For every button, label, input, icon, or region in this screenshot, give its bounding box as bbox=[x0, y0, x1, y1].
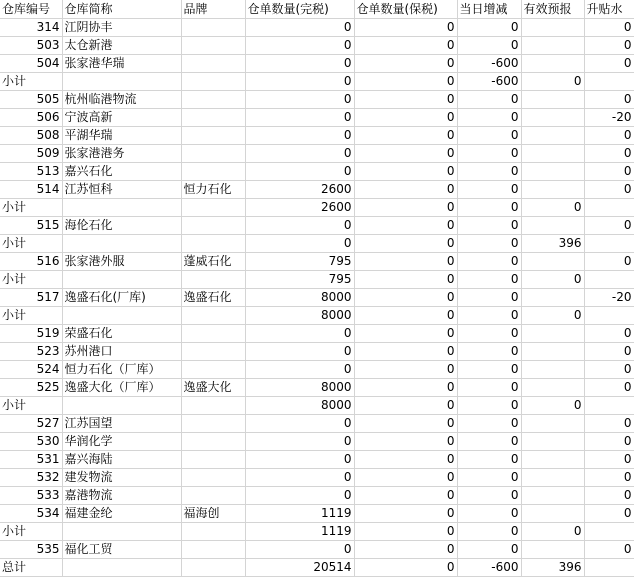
cell-brand bbox=[181, 37, 245, 55]
cell-premium: -20 bbox=[584, 109, 634, 127]
cell-qty-paid: 0 bbox=[245, 91, 354, 109]
cell-brand bbox=[181, 217, 245, 235]
cell-warehouse-name: 海伦石化 bbox=[62, 217, 181, 235]
table-row bbox=[0, 307, 634, 325]
cell-qty-bonded: 0 bbox=[354, 415, 457, 433]
cell-brand bbox=[181, 541, 245, 559]
cell-qty-bonded: 0 bbox=[354, 145, 457, 163]
cell-qty-paid: 0 bbox=[245, 127, 354, 145]
table-row bbox=[0, 523, 634, 541]
table-row bbox=[0, 505, 634, 523]
cell-qty-bonded: 0 bbox=[354, 199, 457, 217]
cell-warehouse-id: 514 bbox=[0, 181, 62, 199]
cell-warehouse-name: 逸盛石化(厂库) bbox=[62, 289, 181, 307]
cell-daily-change: 0 bbox=[457, 433, 521, 451]
table-row bbox=[0, 469, 634, 487]
table-row bbox=[0, 163, 634, 181]
cell-warehouse-id: 小计 bbox=[0, 271, 62, 289]
cell-warehouse-id: 504 bbox=[0, 55, 62, 73]
cell-premium: 0 bbox=[584, 451, 634, 469]
cell-premium: 0 bbox=[584, 91, 634, 109]
table-row bbox=[0, 91, 634, 109]
cell-premium: 0 bbox=[584, 37, 634, 55]
cell-warehouse-name bbox=[62, 271, 181, 289]
cell-qty-paid: 0 bbox=[245, 343, 354, 361]
cell-brand: 蓬威石化 bbox=[181, 253, 245, 271]
table-row bbox=[0, 451, 634, 469]
cell-qty-paid: 0 bbox=[245, 217, 354, 235]
cell-warehouse-id: 517 bbox=[0, 289, 62, 307]
cell-warehouse-name: 杭州临港物流 bbox=[62, 91, 181, 109]
cell-premium: 0 bbox=[584, 181, 634, 199]
cell-valid-forecast bbox=[521, 55, 584, 73]
cell-valid-forecast bbox=[521, 163, 584, 181]
cell-valid-forecast bbox=[521, 127, 584, 145]
table-row bbox=[0, 343, 634, 361]
table-row bbox=[0, 433, 634, 451]
cell-brand bbox=[181, 433, 245, 451]
cell-warehouse-name: 建发物流 bbox=[62, 469, 181, 487]
cell-valid-forecast bbox=[521, 469, 584, 487]
cell-brand bbox=[181, 91, 245, 109]
cell-warehouse-id: 小计 bbox=[0, 307, 62, 325]
cell-qty-paid: 2600 bbox=[245, 181, 354, 199]
cell-brand bbox=[181, 55, 245, 73]
header-qty-paid: 仓单数量(完税) bbox=[245, 0, 354, 19]
cell-daily-change: 0 bbox=[457, 361, 521, 379]
cell-valid-forecast bbox=[521, 289, 584, 307]
cell-brand bbox=[181, 73, 245, 91]
cell-valid-forecast bbox=[521, 91, 584, 109]
cell-warehouse-name: 恒力石化（厂库） bbox=[62, 361, 181, 379]
table-row bbox=[0, 559, 634, 577]
cell-daily-change: 0 bbox=[457, 469, 521, 487]
header-brand: 品牌 bbox=[181, 0, 245, 19]
cell-warehouse-name: 宁波高新 bbox=[62, 109, 181, 127]
cell-premium bbox=[584, 235, 634, 253]
table-row bbox=[0, 127, 634, 145]
cell-qty-bonded: 0 bbox=[354, 307, 457, 325]
cell-brand bbox=[181, 361, 245, 379]
cell-warehouse-id: 小计 bbox=[0, 73, 62, 91]
cell-premium: 0 bbox=[584, 325, 634, 343]
cell-daily-change: 0 bbox=[457, 325, 521, 343]
cell-valid-forecast: 396 bbox=[521, 235, 584, 253]
cell-qty-bonded: 0 bbox=[354, 325, 457, 343]
cell-valid-forecast: 396 bbox=[521, 559, 584, 577]
cell-valid-forecast: 0 bbox=[521, 397, 584, 415]
cell-valid-forecast bbox=[521, 217, 584, 235]
cell-premium: 0 bbox=[584, 127, 634, 145]
cell-brand: 福海创 bbox=[181, 505, 245, 523]
cell-qty-paid: 0 bbox=[245, 37, 354, 55]
cell-brand bbox=[181, 469, 245, 487]
cell-qty-paid: 0 bbox=[245, 109, 354, 127]
table-row bbox=[0, 415, 634, 433]
cell-brand bbox=[181, 271, 245, 289]
cell-daily-change: 0 bbox=[457, 379, 521, 397]
cell-premium: 0 bbox=[584, 433, 634, 451]
cell-qty-bonded: 0 bbox=[354, 55, 457, 73]
cell-qty-bonded: 0 bbox=[354, 253, 457, 271]
cell-warehouse-name: 苏州港口 bbox=[62, 343, 181, 361]
cell-premium: 0 bbox=[584, 253, 634, 271]
cell-warehouse-name: 张家港港务 bbox=[62, 145, 181, 163]
cell-warehouse-name: 华润化学 bbox=[62, 433, 181, 451]
cell-qty-paid: 8000 bbox=[245, 397, 354, 415]
cell-qty-paid: 0 bbox=[245, 451, 354, 469]
cell-qty-paid: 2600 bbox=[245, 199, 354, 217]
cell-daily-change: 0 bbox=[457, 127, 521, 145]
cell-warehouse-name: 江苏恒科 bbox=[62, 181, 181, 199]
cell-qty-paid: 0 bbox=[245, 433, 354, 451]
cell-warehouse-name bbox=[62, 235, 181, 253]
table-row bbox=[0, 325, 634, 343]
cell-premium: 0 bbox=[584, 415, 634, 433]
table-row bbox=[0, 541, 634, 559]
cell-warehouse-name bbox=[62, 523, 181, 541]
cell-brand bbox=[181, 127, 245, 145]
cell-daily-change: 0 bbox=[457, 217, 521, 235]
cell-daily-change: 0 bbox=[457, 37, 521, 55]
cell-daily-change: -600 bbox=[457, 559, 521, 577]
cell-qty-bonded: 0 bbox=[354, 379, 457, 397]
cell-qty-bonded: 0 bbox=[354, 73, 457, 91]
table-body bbox=[0, 19, 634, 577]
cell-premium: 0 bbox=[584, 217, 634, 235]
cell-valid-forecast bbox=[521, 433, 584, 451]
cell-warehouse-name: 太仓新港 bbox=[62, 37, 181, 55]
cell-warehouse-name: 江阴协丰 bbox=[62, 19, 181, 37]
cell-valid-forecast bbox=[521, 253, 584, 271]
cell-valid-forecast: 0 bbox=[521, 523, 584, 541]
cell-warehouse-id: 531 bbox=[0, 451, 62, 469]
cell-qty-bonded: 0 bbox=[354, 127, 457, 145]
cell-daily-change: 0 bbox=[457, 307, 521, 325]
cell-valid-forecast bbox=[521, 415, 584, 433]
cell-qty-paid: 0 bbox=[245, 73, 354, 91]
cell-valid-forecast: 0 bbox=[521, 307, 584, 325]
cell-qty-paid: 0 bbox=[245, 361, 354, 379]
cell-warehouse-name: 逸盛大化（厂库） bbox=[62, 379, 181, 397]
cell-qty-bonded: 0 bbox=[354, 469, 457, 487]
cell-qty-bonded: 0 bbox=[354, 397, 457, 415]
cell-valid-forecast bbox=[521, 109, 584, 127]
cell-warehouse-name: 荣盛石化 bbox=[62, 325, 181, 343]
cell-qty-bonded: 0 bbox=[354, 541, 457, 559]
cell-qty-bonded: 0 bbox=[354, 19, 457, 37]
cell-valid-forecast bbox=[521, 451, 584, 469]
cell-brand: 恒力石化 bbox=[181, 181, 245, 199]
cell-qty-bonded: 0 bbox=[354, 433, 457, 451]
cell-brand bbox=[181, 559, 245, 577]
header-daily-change: 当日增减 bbox=[457, 0, 521, 19]
cell-qty-bonded: 0 bbox=[354, 505, 457, 523]
cell-warehouse-id: 503 bbox=[0, 37, 62, 55]
cell-qty-bonded: 0 bbox=[354, 451, 457, 469]
header-premium: 升贴水 bbox=[584, 0, 634, 19]
cell-qty-paid: 0 bbox=[245, 145, 354, 163]
header-warehouse-id: 仓库编号 bbox=[0, 0, 62, 19]
cell-valid-forecast bbox=[521, 343, 584, 361]
cell-qty-paid: 0 bbox=[245, 235, 354, 253]
cell-brand: 逸盛大化 bbox=[181, 379, 245, 397]
table-row bbox=[0, 145, 634, 163]
cell-warehouse-id: 515 bbox=[0, 217, 62, 235]
cell-qty-paid: 0 bbox=[245, 415, 354, 433]
cell-valid-forecast bbox=[521, 145, 584, 163]
cell-brand bbox=[181, 397, 245, 415]
cell-premium: 0 bbox=[584, 469, 634, 487]
cell-daily-change: 0 bbox=[457, 397, 521, 415]
cell-premium: -20 bbox=[584, 289, 634, 307]
cell-warehouse-name: 嘉港物流 bbox=[62, 487, 181, 505]
cell-brand bbox=[181, 487, 245, 505]
cell-warehouse-id: 508 bbox=[0, 127, 62, 145]
cell-warehouse-id: 523 bbox=[0, 343, 62, 361]
cell-valid-forecast: 0 bbox=[521, 73, 584, 91]
cell-premium bbox=[584, 559, 634, 577]
cell-premium: 0 bbox=[584, 379, 634, 397]
cell-qty-paid: 795 bbox=[245, 253, 354, 271]
header-qty-bonded: 仓单数量(保税) bbox=[354, 0, 457, 19]
header-row bbox=[0, 0, 634, 19]
cell-qty-bonded: 0 bbox=[354, 37, 457, 55]
table-row bbox=[0, 253, 634, 271]
cell-warehouse-id: 519 bbox=[0, 325, 62, 343]
cell-brand bbox=[181, 451, 245, 469]
cell-qty-bonded: 0 bbox=[354, 343, 457, 361]
cell-warehouse-id: 530 bbox=[0, 433, 62, 451]
cell-warehouse-id: 533 bbox=[0, 487, 62, 505]
cell-warehouse-id: 516 bbox=[0, 253, 62, 271]
cell-warehouse-name: 福化工贸 bbox=[62, 541, 181, 559]
cell-warehouse-id: 314 bbox=[0, 19, 62, 37]
table-row bbox=[0, 109, 634, 127]
table-row bbox=[0, 289, 634, 307]
cell-qty-paid: 0 bbox=[245, 19, 354, 37]
cell-qty-bonded: 0 bbox=[354, 109, 457, 127]
cell-premium: 0 bbox=[584, 145, 634, 163]
cell-qty-bonded: 0 bbox=[354, 361, 457, 379]
cell-warehouse-name bbox=[62, 73, 181, 91]
table-row bbox=[0, 181, 634, 199]
cell-warehouse-id: 513 bbox=[0, 163, 62, 181]
cell-warehouse-name bbox=[62, 199, 181, 217]
cell-qty-bonded: 0 bbox=[354, 271, 457, 289]
cell-qty-bonded: 0 bbox=[354, 289, 457, 307]
table-row bbox=[0, 217, 634, 235]
cell-qty-paid: 1119 bbox=[245, 505, 354, 523]
cell-valid-forecast bbox=[521, 541, 584, 559]
cell-warehouse-id: 小计 bbox=[0, 199, 62, 217]
table-row bbox=[0, 271, 634, 289]
cell-qty-bonded: 0 bbox=[354, 235, 457, 253]
cell-valid-forecast bbox=[521, 37, 584, 55]
cell-warehouse-name: 嘉兴海陆 bbox=[62, 451, 181, 469]
cell-warehouse-name bbox=[62, 397, 181, 415]
cell-warehouse-id: 524 bbox=[0, 361, 62, 379]
cell-qty-bonded: 0 bbox=[354, 217, 457, 235]
cell-daily-change: 0 bbox=[457, 271, 521, 289]
cell-valid-forecast bbox=[521, 181, 584, 199]
cell-daily-change: 0 bbox=[457, 253, 521, 271]
cell-valid-forecast bbox=[521, 379, 584, 397]
header-valid-forecast: 有效预报 bbox=[521, 0, 584, 19]
cell-qty-paid: 0 bbox=[245, 469, 354, 487]
cell-premium bbox=[584, 199, 634, 217]
cell-warehouse-name: 福建金纶 bbox=[62, 505, 181, 523]
cell-daily-change: 0 bbox=[457, 91, 521, 109]
cell-daily-change: 0 bbox=[457, 19, 521, 37]
cell-warehouse-id: 509 bbox=[0, 145, 62, 163]
cell-brand bbox=[181, 145, 245, 163]
table-row bbox=[0, 487, 634, 505]
cell-brand bbox=[181, 163, 245, 181]
table-row bbox=[0, 19, 634, 37]
cell-daily-change: 0 bbox=[457, 145, 521, 163]
cell-warehouse-name: 嘉兴石化 bbox=[62, 163, 181, 181]
table-row bbox=[0, 379, 634, 397]
cell-daily-change: -600 bbox=[457, 55, 521, 73]
cell-warehouse-id: 小计 bbox=[0, 523, 62, 541]
cell-daily-change: 0 bbox=[457, 415, 521, 433]
cell-premium bbox=[584, 307, 634, 325]
cell-brand bbox=[181, 19, 245, 37]
table-row bbox=[0, 55, 634, 73]
cell-qty-bonded: 0 bbox=[354, 559, 457, 577]
cell-daily-change: 0 bbox=[457, 289, 521, 307]
cell-qty-bonded: 0 bbox=[354, 163, 457, 181]
table-row bbox=[0, 199, 634, 217]
cell-brand bbox=[181, 235, 245, 253]
cell-daily-change: 0 bbox=[457, 343, 521, 361]
cell-warehouse-id: 532 bbox=[0, 469, 62, 487]
cell-qty-paid: 0 bbox=[245, 55, 354, 73]
cell-daily-change: 0 bbox=[457, 523, 521, 541]
cell-valid-forecast bbox=[521, 505, 584, 523]
cell-daily-change: 0 bbox=[457, 199, 521, 217]
cell-valid-forecast: 0 bbox=[521, 271, 584, 289]
table-row bbox=[0, 361, 634, 379]
cell-qty-paid: 0 bbox=[245, 163, 354, 181]
cell-daily-change: 0 bbox=[457, 505, 521, 523]
cell-valid-forecast bbox=[521, 19, 584, 37]
cell-qty-paid: 0 bbox=[245, 487, 354, 505]
cell-premium: 0 bbox=[584, 55, 634, 73]
cell-premium bbox=[584, 397, 634, 415]
cell-premium bbox=[584, 523, 634, 541]
cell-qty-bonded: 0 bbox=[354, 487, 457, 505]
cell-brand: 逸盛石化 bbox=[181, 289, 245, 307]
cell-qty-paid: 0 bbox=[245, 325, 354, 343]
cell-qty-paid: 0 bbox=[245, 541, 354, 559]
cell-valid-forecast bbox=[521, 487, 584, 505]
cell-warehouse-id: 小计 bbox=[0, 397, 62, 415]
cell-valid-forecast bbox=[521, 325, 584, 343]
cell-daily-change: 0 bbox=[457, 235, 521, 253]
cell-warehouse-id: 小计 bbox=[0, 235, 62, 253]
cell-daily-change: -600 bbox=[457, 73, 521, 91]
cell-brand bbox=[181, 325, 245, 343]
cell-daily-change: 0 bbox=[457, 181, 521, 199]
cell-warehouse-name: 江苏国望 bbox=[62, 415, 181, 433]
cell-qty-bonded: 0 bbox=[354, 523, 457, 541]
cell-brand bbox=[181, 109, 245, 127]
header-warehouse-name: 仓库简称 bbox=[62, 0, 181, 19]
table-row bbox=[0, 37, 634, 55]
cell-qty-paid: 795 bbox=[245, 271, 354, 289]
cell-warehouse-id: 总计 bbox=[0, 559, 62, 577]
cell-warehouse-name: 张家港外服 bbox=[62, 253, 181, 271]
cell-warehouse-name bbox=[62, 307, 181, 325]
cell-brand bbox=[181, 415, 245, 433]
cell-daily-change: 0 bbox=[457, 541, 521, 559]
cell-qty-bonded: 0 bbox=[354, 181, 457, 199]
cell-premium: 0 bbox=[584, 19, 634, 37]
cell-daily-change: 0 bbox=[457, 487, 521, 505]
cell-warehouse-id: 505 bbox=[0, 91, 62, 109]
cell-warehouse-name bbox=[62, 559, 181, 577]
cell-brand bbox=[181, 307, 245, 325]
cell-premium: 0 bbox=[584, 487, 634, 505]
cell-brand bbox=[181, 199, 245, 217]
cell-brand bbox=[181, 523, 245, 541]
cell-valid-forecast bbox=[521, 361, 584, 379]
cell-warehouse-id: 525 bbox=[0, 379, 62, 397]
table-row bbox=[0, 73, 634, 91]
cell-premium bbox=[584, 73, 634, 91]
cell-premium: 0 bbox=[584, 163, 634, 181]
cell-daily-change: 0 bbox=[457, 163, 521, 181]
cell-warehouse-id: 534 bbox=[0, 505, 62, 523]
cell-brand bbox=[181, 343, 245, 361]
table-row bbox=[0, 397, 634, 415]
table-row bbox=[0, 235, 634, 253]
cell-premium: 0 bbox=[584, 541, 634, 559]
cell-valid-forecast: 0 bbox=[521, 199, 584, 217]
cell-warehouse-name: 张家港华瑞 bbox=[62, 55, 181, 73]
cell-qty-paid: 8000 bbox=[245, 307, 354, 325]
cell-warehouse-id: 506 bbox=[0, 109, 62, 127]
cell-premium: 0 bbox=[584, 505, 634, 523]
cell-warehouse-id: 527 bbox=[0, 415, 62, 433]
cell-warehouse-name: 平湖华瑞 bbox=[62, 127, 181, 145]
cell-premium: 0 bbox=[584, 343, 634, 361]
cell-qty-paid: 1119 bbox=[245, 523, 354, 541]
cell-qty-paid: 20514 bbox=[245, 559, 354, 577]
cell-daily-change: 0 bbox=[457, 451, 521, 469]
cell-daily-change: 0 bbox=[457, 109, 521, 127]
cell-qty-bonded: 0 bbox=[354, 91, 457, 109]
cell-qty-paid: 8000 bbox=[245, 289, 354, 307]
cell-qty-paid: 8000 bbox=[245, 379, 354, 397]
cell-premium bbox=[584, 271, 634, 289]
cell-warehouse-id: 535 bbox=[0, 541, 62, 559]
cell-premium: 0 bbox=[584, 361, 634, 379]
